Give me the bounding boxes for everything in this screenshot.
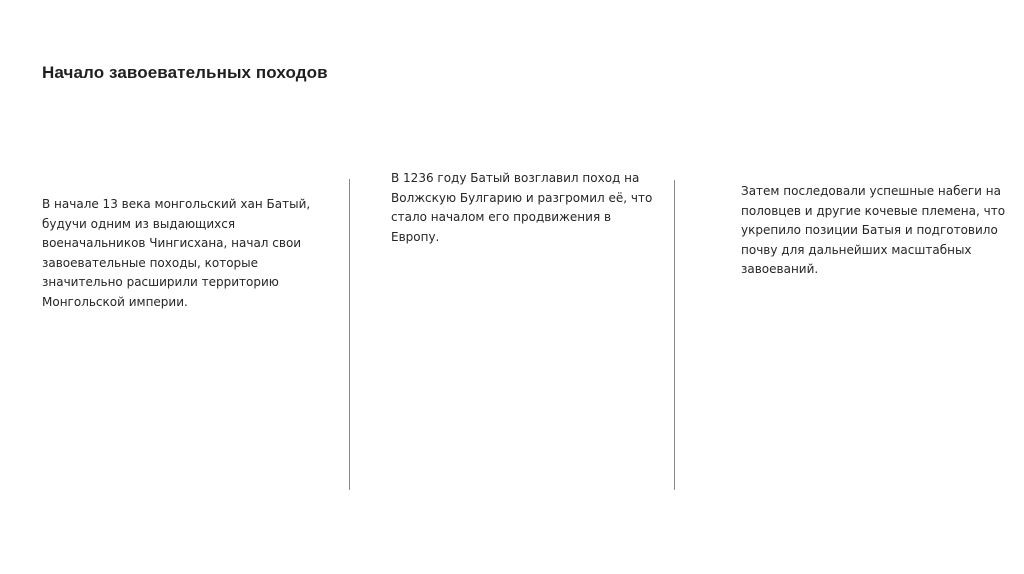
column-1-line: военачальников Чингисхана, начал свои — [42, 236, 302, 250]
column-1-text — [42, 195, 332, 312]
column-1-line: будучи одним из выдающихся — [42, 216, 236, 231]
column-3-line: Затем последовали успешные набеги на — [741, 184, 1001, 198]
column-3-line: укрепило позиции Батыя и подготовило — [741, 223, 998, 237]
column-3-line: половцев и другие кочевые племена, что — [741, 203, 1006, 218]
column-2-line: стало началом его продвижения в — [391, 210, 612, 224]
column-3-line: завоеваний. — [741, 262, 819, 276]
column-1-line: В начале 13 века монгольский хан Батый, — [42, 197, 311, 211]
column-1-line: значительно расширили территорию — [42, 275, 279, 289]
column-3-line: почву для дальнейших масштабных — [741, 242, 972, 257]
column-divider-2 — [674, 180, 675, 490]
column-1-line: завоевательные походы, которые — [42, 255, 259, 270]
column-1-line: Монгольской империи. — [42, 294, 188, 309]
column-divider-1 — [349, 179, 350, 490]
column-2-line: Европу. — [391, 229, 440, 244]
column-2-line: В 1236 году Батый возглавил поход на — [391, 171, 640, 185]
slide-title: Начало завоевательных походов — [42, 63, 328, 82]
column-2-text — [391, 169, 661, 247]
column-3-text — [741, 182, 1011, 280]
column-2-line: Волжскую Булгарию и разгромил её, что — [391, 190, 653, 205]
